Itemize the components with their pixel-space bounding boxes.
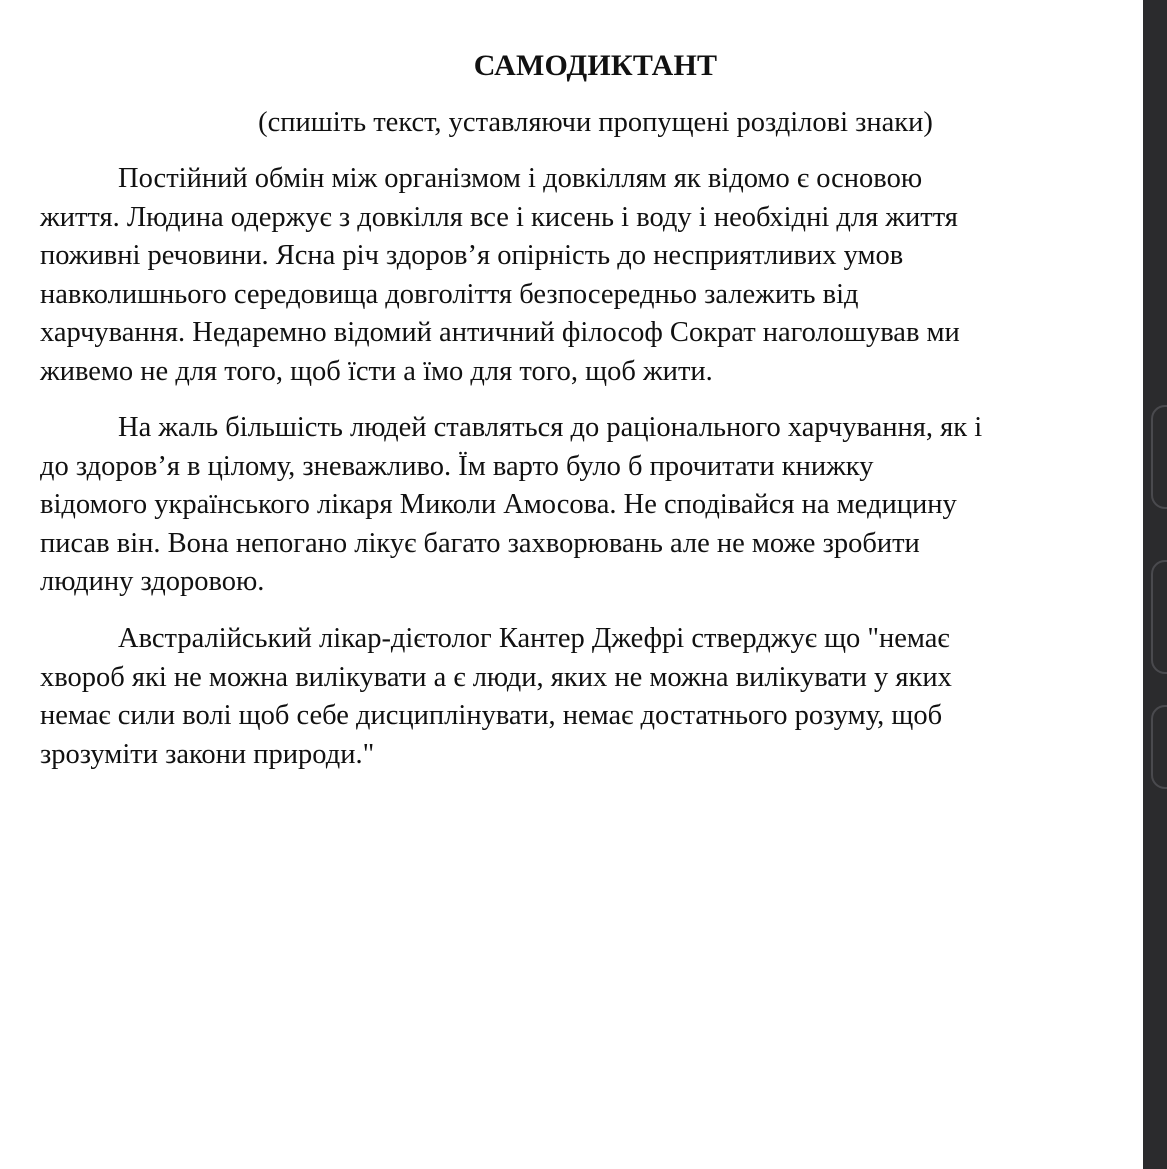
paragraph-line: На жаль більшість людей ставляться до раціонального харчування, як і xyxy=(118,412,983,443)
paragraph-line: зрозуміти закони природи." xyxy=(40,738,375,770)
paragraph-3 xyxy=(40,620,1080,774)
paragraph-1 xyxy=(40,160,1080,392)
paragraph-line: Австралійський лікар-дієтолог Кантер Джефрі стверджує що "немає xyxy=(118,623,950,654)
edge-decoration xyxy=(1151,560,1167,674)
paragraph-line: навколишнього середовища довголіття безпосередньо залежить від xyxy=(40,278,859,310)
paragraph-line: відомого українського лікаря Миколи Амосова. Не сподівайся на медицину xyxy=(40,489,957,521)
edge-decoration xyxy=(1151,705,1167,789)
paragraph-line: до здоров’я в цілому, зневажливо. Їм варто було б прочитати книжку xyxy=(40,450,874,482)
paragraph-line: Постійний обмін між організмом і довкіллям як відомо є основою xyxy=(118,163,923,194)
paragraph-line: людину здоровою. xyxy=(40,566,265,598)
edge-decoration xyxy=(1151,405,1167,509)
paragraph-line: поживні речовини. Ясна річ здоров’я опірність до несприятливих умов xyxy=(40,240,904,272)
paragraph-line: життя. Людина одержує з довкілля все і кисень і воду і необхідні для життя xyxy=(40,201,958,233)
paragraph-line: немає сили волі щоб себе дисциплінувати, немає достатнього розуму, щоб xyxy=(40,700,943,732)
document-subtitle: (спишіть текст, уставляючи пропущені розділові знаки) xyxy=(258,107,933,138)
paragraph-2 xyxy=(40,409,1080,602)
paragraph-line: живемо не для того, щоб їсти а їмо для того, щоб жити. xyxy=(40,355,713,387)
document-title: САМОДИКТАНТ xyxy=(473,49,718,82)
paragraph-line: харчування. Недаремно відомий античний філософ Сократ наголошував ми xyxy=(40,317,960,349)
paragraph-line: писав він. Вона непогано лікує багато захворювань але не може зробити xyxy=(40,527,920,559)
paragraph-line: хвороб які не можна вилікувати а є люди, яких не можна вилікувати у яких xyxy=(40,661,952,693)
